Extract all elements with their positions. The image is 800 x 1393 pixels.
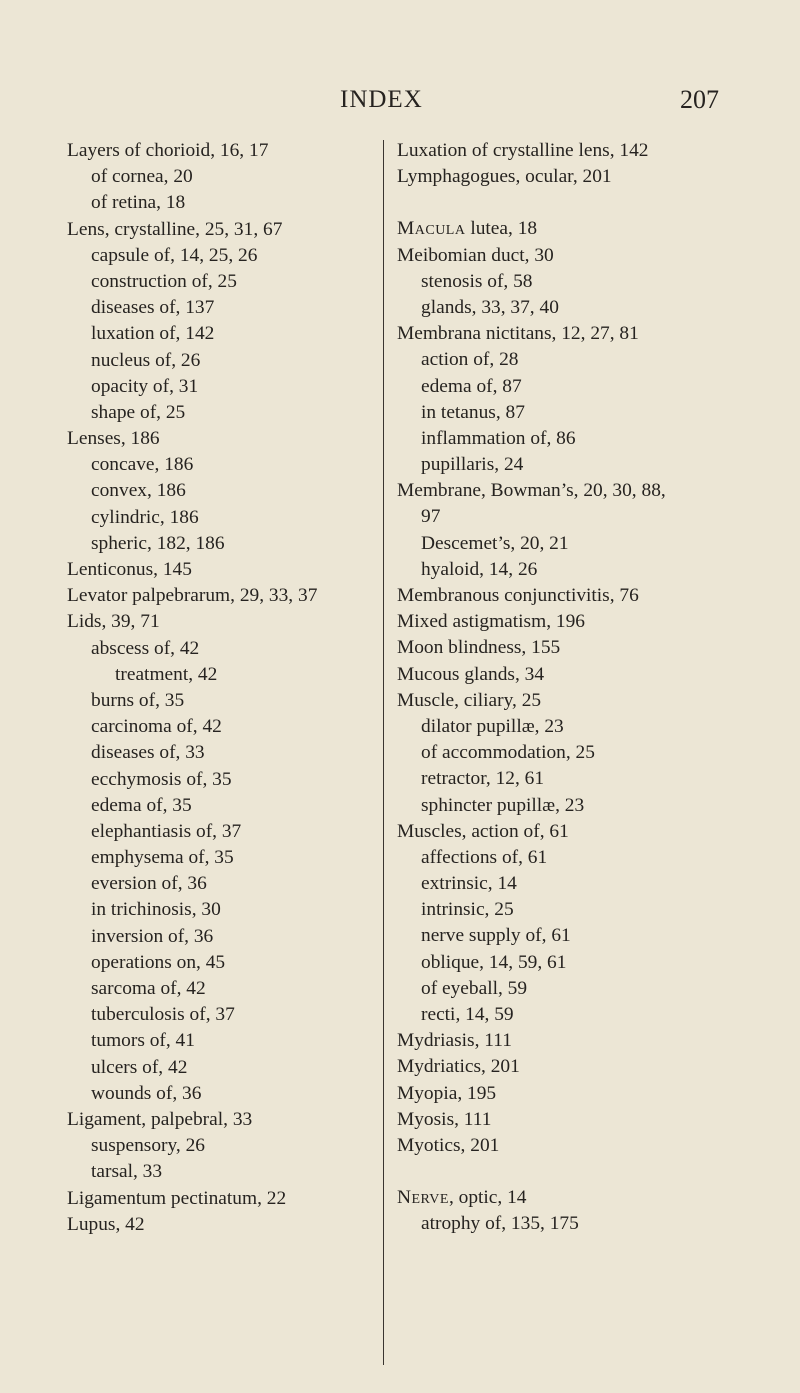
index-entry: Lenses, 186	[67, 428, 160, 450]
index-subentry: sarcoma of, 42	[91, 978, 206, 999]
index-entry: Membranous conjunctivitis, 76	[397, 585, 639, 606]
index-subentry: stenosis of, 58	[421, 270, 533, 292]
index-subentry: in trichinosis, 30	[91, 899, 221, 921]
index-subentry: eversion of, 36	[91, 873, 207, 895]
index-subentry: pupillaris, 24	[421, 454, 524, 476]
index-entry: Meibomian duct, 30	[397, 244, 554, 266]
index-entry: Moon blindness, 155	[397, 637, 561, 659]
index-subentry: of accommodation, 25	[421, 742, 595, 764]
index-subentry: inflammation of, 86	[421, 427, 576, 449]
index-subentry: emphysema of, 35	[91, 847, 234, 869]
index-entry: Luxation of crystalline lens, 142	[397, 140, 649, 161]
index-subentry: ecchymosis of, 35	[91, 768, 232, 790]
index-subentry: luxation of, 142	[91, 323, 215, 345]
index-subentry: of retina, 18	[91, 192, 186, 214]
index-entry: Mydriasis, 111	[397, 1030, 512, 1052]
index-entry: Lens, crystalline, 25, 31, 67	[67, 218, 283, 240]
index-subentry: tarsal, 33	[91, 1161, 163, 1183]
index-subentry: edema of, 87	[421, 375, 522, 397]
index-subentry: nerve supply of, 61	[421, 925, 571, 947]
index-subentry: diseases of, 137	[91, 297, 215, 319]
index-subentry: tuberculosis of, 37	[91, 1004, 235, 1026]
index-entry: Myosis, 111	[397, 1108, 492, 1130]
page-title: INDEX	[340, 86, 423, 113]
index-subentry: atrophy of, 135, 175	[421, 1213, 579, 1235]
index-subentry: of cornea, 20	[91, 166, 193, 188]
index-subentry: recti, 14, 59	[421, 1004, 514, 1025]
index-entry: Membrana nictitans, 12, 27, 81	[397, 323, 639, 345]
index-subentry: affections of, 61	[421, 846, 548, 868]
index-entry: Mydriatics, 201	[397, 1056, 520, 1078]
index-subentry: shape of, 25	[91, 401, 186, 423]
index-column-right	[397, 138, 792, 1238]
index-subentry: convex, 186	[91, 480, 186, 502]
index-entry: Lids, 39, 71	[67, 611, 160, 633]
index-subentry: capsule of, 14, 25, 26	[91, 244, 258, 266]
page-number: 207	[680, 85, 719, 114]
index-subentry: nucleus of, 26	[91, 349, 201, 371]
index-subentry: in tetanus, 87	[421, 401, 525, 423]
index-subentry: construction of, 25	[91, 270, 237, 292]
index-subentry: intrinsic, 25	[421, 899, 514, 921]
index-entry: Levator palpebrarum, 29, 33, 37	[67, 585, 318, 607]
index-subentry: spheric, 182, 186	[91, 532, 225, 554]
index-subentry: hyaloid, 14, 26	[421, 558, 538, 580]
index-entry: Ligament, palpebral, 33	[67, 1108, 253, 1130]
index-subentry: elephantiasis of, 37	[91, 820, 242, 842]
index-subentry: treatment, 42	[115, 663, 218, 685]
index-subentry: opacity of, 31	[91, 375, 199, 397]
index-entry: Lupus, 42	[67, 1213, 145, 1235]
index-subentry: 97	[421, 506, 441, 528]
index-subentry: edema of, 35	[91, 794, 192, 816]
index-subentry: abscess of, 42	[91, 637, 200, 659]
index-entry: Muscles, action of, 61	[397, 820, 569, 842]
index-subentry: extrinsic, 14	[421, 873, 517, 895]
index-subentry: Descemet’s, 20, 21	[421, 532, 569, 554]
index-entry: Lymphagogues, ocular, 201	[397, 166, 612, 188]
index-subentry: of eyeball, 59	[421, 977, 528, 999]
index-subentry: cylindric, 186	[91, 506, 199, 528]
index-subentry: operations on, 45	[91, 951, 226, 973]
index-entry: Membrane, Bowman’s, 20, 30, 88,	[397, 480, 666, 502]
index-subentry: glands, 33, 37, 40	[421, 296, 559, 318]
index-subentry: inversion of, 36	[91, 925, 214, 947]
index-entry: Nerve, optic, 14	[397, 1187, 527, 1209]
index-subentry: wounds of, 36	[91, 1082, 202, 1104]
index-subentry: tumors of, 41	[91, 1030, 195, 1052]
index-subentry: suspensory, 26	[91, 1135, 206, 1157]
index-entry: Layers of chorioid, 16, 17	[67, 140, 269, 161]
index-subentry: concave, 186	[91, 454, 194, 476]
index-entry: Mixed astigmatism, 196	[397, 611, 585, 633]
index-subentry: dilator pupillæ, 23	[421, 715, 564, 737]
index-column-left	[67, 138, 387, 1238]
index-entry: Macula lutea, 18	[397, 218, 538, 240]
index-subentry: burns of, 35	[91, 689, 185, 711]
index-subentry: carcinoma of, 42	[91, 716, 222, 738]
index-subentry: diseases of, 33	[91, 742, 205, 764]
index-entry: Ligamentum pectinatum, 22	[67, 1187, 287, 1209]
index-entry: Myopia, 195	[397, 1082, 497, 1104]
index-subentry: retractor, 12, 61	[421, 768, 545, 790]
index-entry: Muscle, ciliary, 25	[397, 689, 542, 711]
index-subentry: sphincter pupillæ, 23	[421, 794, 585, 816]
index-entry: Mucous glands, 34	[397, 663, 545, 685]
index-subentry: oblique, 14, 59, 61	[421, 951, 567, 973]
index-entry: Lenticonus, 145	[67, 559, 192, 580]
index-entry: Myotics, 201	[397, 1134, 500, 1156]
index-subentry: ulcers of, 42	[91, 1056, 188, 1078]
index-subentry: action of, 28	[421, 349, 519, 371]
column-divider	[383, 140, 384, 1365]
running-head	[0, 83, 800, 117]
